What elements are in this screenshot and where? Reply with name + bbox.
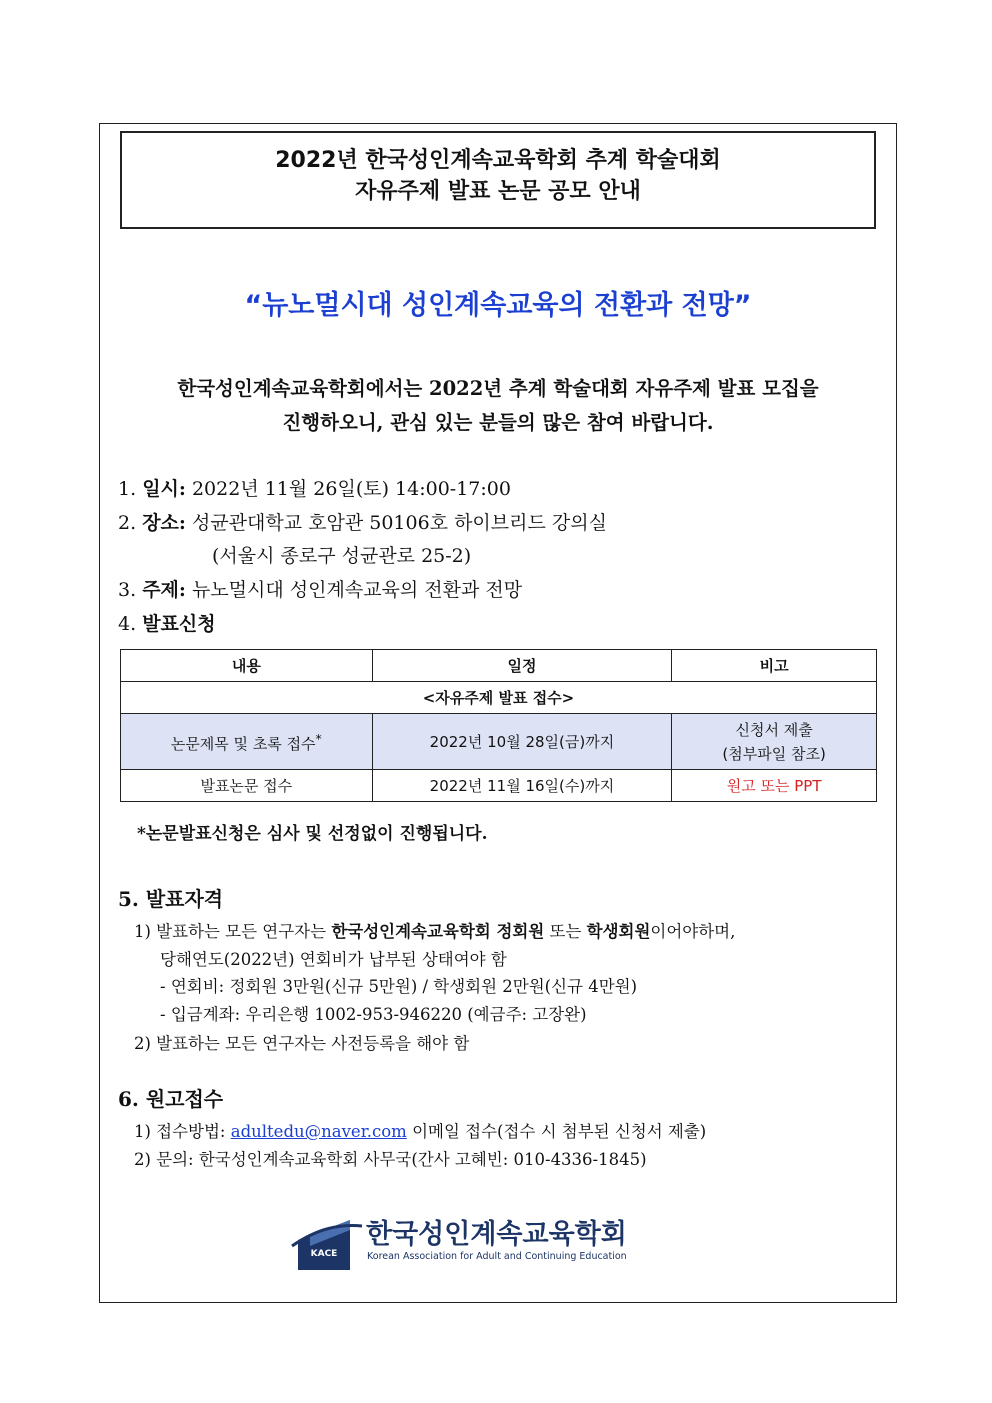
item-number: 1.: [118, 478, 137, 500]
conference-theme: “뉴노멀시대 성인계속교육의 전환과 전망”: [244, 290, 752, 321]
title-box: [120, 131, 876, 229]
table-cell: [672, 714, 877, 770]
table-cell: 원고 또는 PPT: [672, 770, 877, 802]
intro-paragraph: [120, 372, 876, 440]
intro-line-2: 진행하오니, 관심 있는 분들의 많은 참여 바랍니다.: [282, 411, 714, 434]
table-row: [121, 770, 877, 802]
item-venue: [118, 508, 607, 535]
table-header: 일정: [372, 650, 672, 682]
fee-line: - 연회비: 정회원 3만원(신규 5만원) / 학생회원 2만원(신규 4만원): [160, 977, 638, 996]
footnote: *논문발표신청은 심사 및 선정없이 진행됩니다.: [137, 824, 488, 844]
text-bold: 한국성인계속교육학회 정회원: [331, 922, 545, 941]
text: 1) 접수방법:: [134, 1122, 231, 1141]
table-subheader: <자유주제 발표 접수>: [121, 682, 877, 714]
item-topic: [118, 575, 522, 602]
section-heading-submission: 6. 원고접수: [118, 1087, 224, 1111]
item-number: 3.: [118, 579, 137, 601]
cell-line: 신청서 제출: [735, 720, 813, 739]
logo-badge: KACE: [310, 1249, 338, 1259]
email-link[interactable]: adultedu@naver.com: [230, 1122, 407, 1141]
logo-emblem-icon: [288, 1206, 366, 1276]
kace-logo: [288, 1206, 648, 1276]
item-number: 2.: [118, 512, 137, 534]
text-bold: 학생회원: [586, 922, 651, 941]
text: 또는: [544, 922, 587, 941]
table-cell: 2022년 10월 28일(금)까지: [372, 714, 672, 770]
table-header-row: [121, 650, 877, 682]
text: 이어야하며,: [650, 922, 736, 941]
venue-value: 성균관대학교 호암관 50106호 하이브리드 강의실: [191, 512, 607, 534]
item-label: 일시:: [142, 478, 186, 500]
submission-item-1: [134, 1118, 706, 1142]
account-line: - 입금계좌: 우리은행 1002-953-946220 (예금주: 고장완): [160, 1005, 587, 1024]
topic-value: 뉴노멀시대 성인계속교육의 전환과 전망: [191, 579, 523, 601]
cell-line: (첨부파일 참조): [722, 744, 826, 763]
table-header: 비고: [672, 650, 877, 682]
text: 1) 발표하는 모든 연구자는: [134, 922, 332, 941]
title-line-2: 자유주제 발표 논문 공모 안내: [355, 179, 641, 204]
item-date: [118, 474, 511, 501]
logo-name-en: Korean Association for Adult and Continuing Education: [367, 1251, 627, 1262]
section-heading-qualification: 5. 발표자격: [118, 887, 224, 911]
item-number: 4.: [118, 613, 137, 635]
cell-text: 논문제목 및 초록 접수: [170, 735, 316, 753]
item-label: 장소:: [142, 512, 186, 534]
qualification-item-1: [134, 918, 735, 942]
table-cell: 2022년 11월 16일(수)까지: [372, 770, 672, 802]
table-subheader-row: [121, 682, 877, 714]
item-label: 발표신청: [142, 613, 216, 635]
text: 이메일 접수(접수 시 첨부된 신청서 제출): [406, 1122, 707, 1141]
cell-sup: *: [315, 731, 322, 746]
submission-item-2: 2) 문의: 한국성인계속교육학회 사무국(간사 고혜빈: 010-4336-1845): [134, 1150, 647, 1169]
logo-name-ko: 한국성인계속교육학회: [366, 1219, 627, 1250]
table-header: 내용: [121, 650, 373, 682]
venue-address: (서울시 종로구 성균관로 25-2): [212, 545, 472, 567]
qualification-item-2: 2) 발표하는 모든 연구자는 사전등록을 해야 함: [134, 1034, 470, 1053]
schedule-table: [120, 649, 877, 802]
table-cell: [121, 714, 373, 770]
date-value: 2022년 11월 26일(토) 14:00-17:00: [191, 478, 511, 500]
item-label: 주제:: [142, 579, 186, 601]
title-line-1: 2022년 한국성인계속교육학회 추계 학술대회: [275, 148, 721, 173]
table-cell: 발표논문 접수: [121, 770, 373, 802]
qualification-item-1-cont: 당해연도(2022년) 연회비가 납부된 상태여야 함: [160, 950, 507, 969]
item-apply: [118, 609, 216, 636]
intro-line-1: 한국성인계속교육학회에서는 2022년 추계 학술대회 자유주제 발표 모집을: [177, 377, 819, 400]
table-row: [121, 714, 877, 770]
